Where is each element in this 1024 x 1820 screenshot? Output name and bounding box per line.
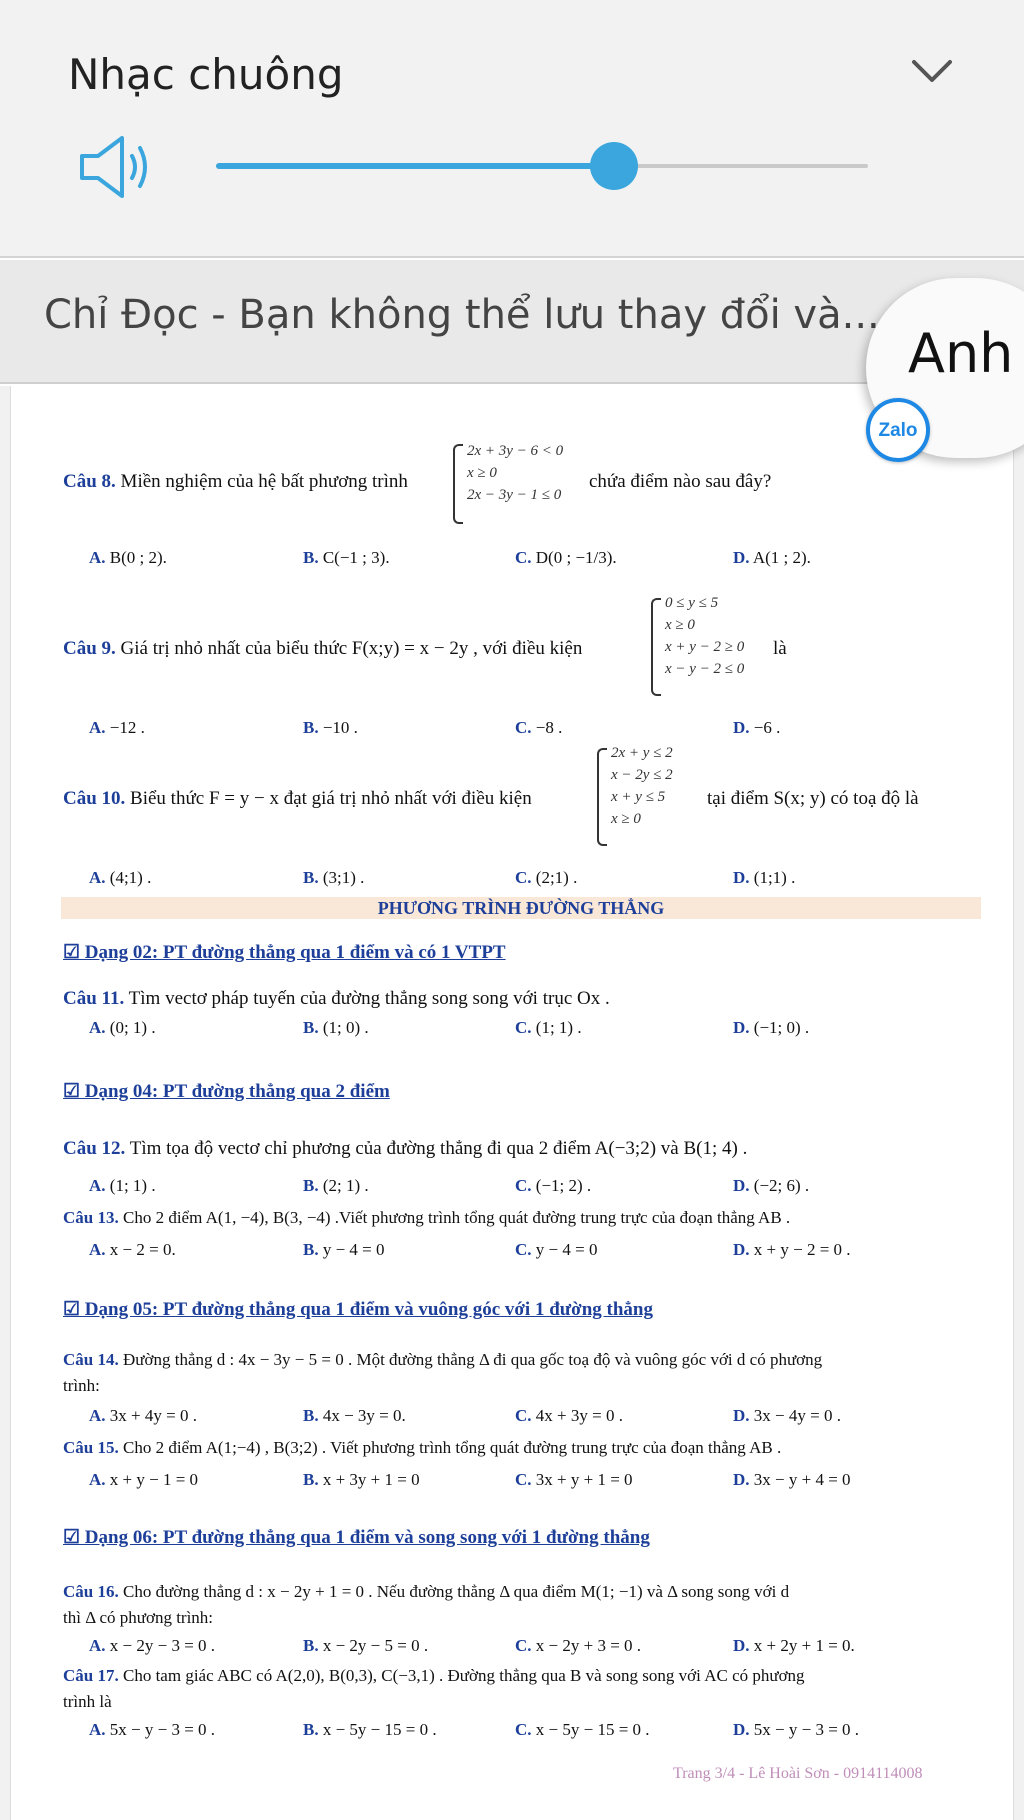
topic-heading: ☑ Dạng 05: PT đường thẳng qua 1 điểm và vuông góc với 1 đường thẳng: [63, 1299, 653, 1320]
zalo-label: Zalo: [878, 420, 918, 441]
inequality: 2x + 3y − 6 < 0: [467, 443, 564, 459]
question-tail: là: [773, 638, 787, 659]
inequality: x ≥ 0: [611, 811, 641, 827]
option-label: A.: [89, 548, 106, 567]
option-text: (1;1) .: [753, 868, 796, 887]
zalo-icon[interactable]: [866, 398, 930, 462]
option-text: x − 2y − 3 = 0 .: [109, 1636, 216, 1655]
option-label: D.: [733, 868, 750, 887]
option-c[interactable]: [515, 1470, 633, 1490]
option-c[interactable]: [515, 1636, 641, 1656]
option-label: D.: [733, 1636, 750, 1655]
question-17: [63, 1666, 805, 1686]
option-label: B.: [303, 1406, 319, 1425]
option-c[interactable]: [515, 718, 562, 738]
option-label: D.: [733, 1018, 750, 1037]
ringtone-title: Nhạc chuông: [68, 50, 344, 99]
option-text: D(0 ; −1/3).: [535, 548, 617, 567]
option-text: −6 .: [753, 718, 781, 737]
option-a[interactable]: [89, 1720, 215, 1740]
option-text: x + y − 1 = 0: [109, 1470, 199, 1489]
option-a[interactable]: [89, 868, 151, 888]
option-label: C.: [515, 548, 532, 567]
option-label: C.: [515, 868, 532, 887]
question-14: [63, 1350, 822, 1370]
question-text: Cho 2 điểm A(1, −4), B(3, −4) .Viết phương trình tổng quát đường trung trực của đoạn thẳng AB .: [122, 1208, 791, 1227]
option-label: A.: [89, 1406, 106, 1425]
option-a[interactable]: [89, 1636, 215, 1656]
option-label: B.: [303, 1240, 319, 1259]
option-d[interactable]: [733, 1470, 851, 1490]
chevron-down-icon[interactable]: [910, 56, 954, 86]
question-16: [63, 1582, 789, 1602]
question-text: Biểu thức F = y − x đạt giá trị nhỏ nhất với điều kiện: [130, 788, 532, 809]
option-label: B.: [303, 1470, 319, 1489]
option-text: (−1; 2) .: [535, 1176, 592, 1195]
option-text: (4;1) .: [109, 868, 152, 887]
option-text: (3;1) .: [322, 868, 365, 887]
option-text: 3x + 4y = 0 .: [109, 1406, 197, 1425]
question-text: Cho 2 điểm A(1;−4) , B(3;2) . Viết phương trình tổng quát đường trung trực của đoạn thẳng AB .: [122, 1438, 782, 1457]
inequality: x + y − 2 ≥ 0: [665, 639, 745, 655]
option-c[interactable]: [515, 1176, 591, 1196]
question-text: Đường thẳng d : 4x − 3y − 5 = 0 . Một đường thẳng Δ đi qua gốc toạ độ và vuông góc với d có phương: [122, 1350, 823, 1369]
inequality: x − y − 2 ≤ 0: [665, 661, 745, 677]
option-text: 5x − y − 3 = 0 .: [109, 1720, 216, 1739]
option-text: (1; 1) .: [535, 1018, 582, 1037]
option-label: B.: [303, 718, 319, 737]
system-q9: [665, 592, 744, 680]
section-title: PHƯƠNG TRÌNH ĐƯỜNG THẲNG: [377, 898, 665, 918]
option-b[interactable]: [303, 548, 390, 568]
option-text: y − 4 = 0: [535, 1240, 598, 1259]
inequality: 2x − 3y − 1 ≤ 0: [467, 487, 562, 503]
option-text: x + y − 2 = 0 .: [753, 1240, 851, 1259]
question-10: [63, 788, 532, 810]
option-text: x + 2y + 1 = 0.: [753, 1636, 855, 1655]
option-text: (0; 1) .: [109, 1018, 156, 1037]
question-text: Tìm vectơ pháp tuyến của đường thẳng song song với trục Ox .: [128, 988, 610, 1009]
option-text: 3x − 4y = 0 .: [753, 1406, 841, 1425]
option-label: C.: [515, 1176, 532, 1195]
option-text: −12 .: [109, 718, 145, 737]
option-label: D.: [733, 1470, 750, 1489]
option-a[interactable]: [89, 1240, 176, 1260]
option-b[interactable]: [303, 868, 364, 888]
question-text: Giá trị nhỏ nhất của biểu thức F(x;y) = x − 2y , với điều kiện: [120, 638, 583, 659]
question-text-continued: trình là: [63, 1692, 112, 1711]
option-text: x − 2y − 5 = 0 .: [322, 1636, 429, 1655]
option-label: A.: [89, 1240, 106, 1259]
option-c[interactable]: [515, 548, 617, 568]
option-a[interactable]: [89, 1176, 156, 1196]
option-a[interactable]: [89, 1470, 198, 1490]
option-text: 4x − 3y = 0.: [322, 1406, 406, 1425]
inequality: x + y ≤ 5: [611, 789, 666, 805]
option-text: x − 5y − 15 = 0 .: [535, 1720, 650, 1739]
option-label: C.: [515, 1240, 532, 1259]
option-label: B.: [303, 548, 319, 567]
question-11: [63, 988, 610, 1010]
inequality: 2x + y ≤ 2: [611, 745, 673, 761]
question-label: Câu 16.: [63, 1582, 119, 1601]
option-text: B(0 ; 2).: [109, 548, 167, 567]
question-tail: chứa điểm nào sau đây?: [589, 471, 772, 492]
document-page: [10, 386, 1014, 1820]
question-label: Câu 15.: [63, 1438, 119, 1457]
question-label: Câu 9.: [63, 638, 116, 659]
option-b[interactable]: [303, 1636, 428, 1656]
option-label: D.: [733, 1720, 750, 1739]
option-text: x − 2y + 3 = 0 .: [535, 1636, 642, 1655]
read-only-text: Chỉ Đọc - Bạn không thể lưu thay đổi và...: [44, 292, 880, 338]
option-label: B.: [303, 1636, 319, 1655]
option-b[interactable]: [303, 1240, 385, 1260]
option-label: A.: [89, 1470, 106, 1489]
question-label: Câu 14.: [63, 1350, 119, 1369]
system-q10: [611, 742, 673, 830]
option-a[interactable]: [89, 548, 167, 568]
option-text: x − 2 = 0.: [109, 1240, 176, 1259]
option-text: 3x − y + 4 = 0: [753, 1470, 851, 1489]
option-label: A.: [89, 718, 106, 737]
option-d[interactable]: [733, 718, 780, 738]
system-brace: [651, 598, 661, 696]
option-text: x − 5y − 15 = 0 .: [322, 1720, 437, 1739]
question-label: Câu 11.: [63, 988, 125, 1009]
option-c[interactable]: [515, 1240, 597, 1260]
option-label: D.: [733, 548, 750, 567]
option-d[interactable]: [733, 1720, 859, 1740]
volume-track-fill: [216, 163, 614, 169]
option-label: C.: [515, 718, 532, 737]
option-text: (2; 1) .: [322, 1176, 369, 1195]
option-text: −10 .: [322, 718, 358, 737]
question-label: Câu 17.: [63, 1666, 119, 1685]
system-brace: [453, 444, 463, 524]
inequality: x ≥ 0: [467, 465, 497, 481]
question-text: Tìm tọa độ vectơ chỉ phương của đường thẳng đi qua 2 điểm A(−3;2) và B(1; 4) .: [129, 1138, 748, 1159]
option-text: y − 4 = 0: [322, 1240, 385, 1259]
option-label: B.: [303, 1176, 319, 1195]
option-b[interactable]: [303, 1406, 406, 1426]
option-text: (2;1) .: [535, 868, 578, 887]
option-a[interactable]: [89, 718, 145, 738]
option-label: A.: [89, 1720, 106, 1739]
option-c[interactable]: [515, 1720, 650, 1740]
speaker-icon[interactable]: [78, 132, 152, 202]
option-d[interactable]: [733, 1240, 851, 1260]
ringtone-panel: [0, 0, 1024, 258]
question-label: Câu 12.: [63, 1138, 126, 1159]
section-heading: [61, 897, 981, 919]
option-b[interactable]: [303, 1470, 420, 1490]
topic-heading: ☑ Dạng 06: PT đường thẳng qua 1 điểm và song song với 1 đường thẳng: [63, 1527, 650, 1548]
option-a[interactable]: [89, 1018, 156, 1038]
question-8: [63, 471, 408, 493]
option-label: C.: [515, 1636, 532, 1655]
option-text: 3x + y + 1 = 0: [535, 1470, 633, 1489]
option-label: D.: [733, 1176, 750, 1195]
question-tail: tại điểm S(x; y) có toạ độ là: [707, 788, 919, 809]
volume-slider[interactable]: [216, 140, 868, 192]
option-label: B.: [303, 868, 319, 887]
question-15: [63, 1438, 781, 1458]
option-label: A.: [89, 1636, 106, 1655]
option-label: D.: [733, 1240, 750, 1259]
question-text: Miền nghiệm của hệ bất phương trình: [120, 471, 408, 492]
topic-heading: ☑ Dạng 02: PT đường thẳng qua 1 điểm và có 1 VTPT: [63, 942, 506, 963]
option-text: 4x + 3y = 0 .: [535, 1406, 623, 1425]
option-c[interactable]: [515, 1406, 623, 1426]
question-text: Cho đường thẳng d : x − 2y + 1 = 0 . Nếu đường thẳng Δ qua điểm M(1; −1) và Δ song song với d: [122, 1582, 790, 1601]
option-d[interactable]: [733, 1018, 809, 1038]
option-label: A.: [89, 1176, 106, 1195]
document-viewer[interactable]: [0, 386, 1024, 1820]
question-12: [63, 1138, 747, 1160]
option-label: C.: [515, 1470, 532, 1489]
option-text: (−2; 6) .: [753, 1176, 810, 1195]
inequality: x − 2y ≤ 2: [611, 767, 673, 783]
option-d[interactable]: [733, 1406, 841, 1426]
question-text-continued: trình:: [63, 1376, 100, 1395]
option-a[interactable]: [89, 1406, 197, 1426]
option-d[interactable]: [733, 1636, 855, 1656]
volume-thumb[interactable]: [590, 142, 638, 190]
option-label: A.: [89, 868, 106, 887]
option-label: D.: [733, 718, 750, 737]
question-text-continued: thì Δ có phương trình:: [63, 1608, 214, 1627]
inequality: x ≥ 0: [665, 617, 695, 633]
option-d[interactable]: [733, 1176, 809, 1196]
question-label: Câu 10.: [63, 788, 126, 809]
system-q8: [467, 440, 563, 506]
option-d[interactable]: [733, 868, 795, 888]
page-footer: Trang 3/4 - Lê Hoài Sơn - 0914114008: [673, 1765, 923, 1782]
question-label: Câu 13.: [63, 1208, 119, 1227]
option-text: (1; 0) .: [322, 1018, 369, 1037]
option-text: x + 3y + 1 = 0: [322, 1470, 420, 1489]
option-label: D.: [733, 1406, 750, 1425]
question-9: [63, 638, 582, 660]
language-label: Anh: [908, 322, 1014, 385]
option-label: C.: [515, 1720, 532, 1739]
option-text: A(1 ; 2).: [752, 548, 811, 567]
option-text: C(−1 ; 3).: [322, 548, 390, 567]
option-b[interactable]: [303, 718, 358, 738]
option-text: 5x − y − 3 = 0 .: [753, 1720, 860, 1739]
system-brace: [597, 748, 607, 846]
question-label: Câu 8.: [63, 471, 116, 492]
option-d[interactable]: [733, 548, 811, 568]
topic-heading: ☑ Dạng 04: PT đường thẳng qua 2 điểm: [63, 1081, 390, 1102]
option-text: (1; 1) .: [109, 1176, 156, 1195]
option-label: C.: [515, 1406, 532, 1425]
option-text: −8 .: [535, 718, 563, 737]
question-text: Cho tam giác ABC có A(2,0), B(0,3), C(−3,1) . Đường thẳng qua B và song song với AC có phương: [122, 1666, 805, 1685]
option-label: B.: [303, 1018, 319, 1037]
inequality: 0 ≤ y ≤ 5: [665, 595, 719, 611]
option-b[interactable]: [303, 1720, 437, 1740]
option-label: A.: [89, 1018, 106, 1037]
question-13: [63, 1208, 790, 1228]
option-c[interactable]: [515, 1018, 582, 1038]
option-b[interactable]: [303, 1018, 369, 1038]
option-text: (−1; 0) .: [753, 1018, 810, 1037]
option-c[interactable]: [515, 868, 577, 888]
option-b[interactable]: [303, 1176, 369, 1196]
option-label: B.: [303, 1720, 319, 1739]
option-label: C.: [515, 1018, 532, 1037]
